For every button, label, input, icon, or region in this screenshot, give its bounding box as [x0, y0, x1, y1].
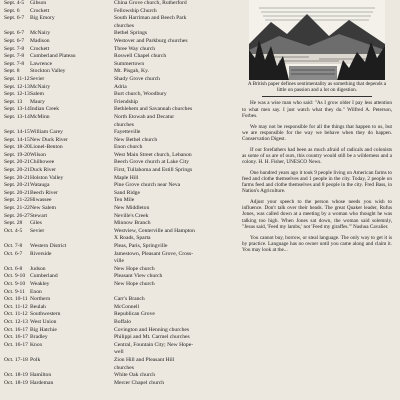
schedule-row [4, 46, 228, 54]
schedule-association: McMinn [30, 113, 50, 120]
schedule-date [4, 349, 30, 357]
schedule-date: Sept. 20-21 [4, 159, 30, 166]
schedule-association: Sevier [30, 75, 45, 82]
schedule-association: Western District [30, 243, 67, 249]
schedule-date [4, 122, 30, 130]
quotes-column [238, 100, 396, 253]
schedule-date: Sept. 21-22 [4, 197, 30, 204]
schedule-date: Sept. 19-20 [4, 151, 30, 158]
schedule-row [4, 99, 228, 107]
quote-paragraph: He was a wise man who said: "As I grow older I pay less attention to what men say. I just watch what they do." Wilfred A. Peterson, Forbes. [242, 100, 392, 119]
schedule-row [4, 266, 228, 274]
schedule-row [4, 0, 228, 8]
illustration-caption: A British paper defines sentimentality as something that depends a little on passion and a lot on digestion. [247, 81, 387, 94]
schedule-location: Burt church, Woodbury [114, 91, 167, 98]
schedule-row [4, 144, 228, 152]
schedule-association: Maury [30, 98, 45, 105]
schedule-date: Sept. 11-12 [4, 75, 30, 82]
schedule-row [4, 84, 228, 92]
schedule-date: Sept. 7-8 [4, 60, 25, 67]
schedule-association: Weakley [30, 280, 50, 287]
quote-paragraph: Adjust your speech to the person whose needs you wish to influence. Don't talk over their heads. The great Quaker leader, Rufus Jones, was called down at a meeting by a woman who thought he was talking too high. When Jones sat down, the woman said solemnly, "Jesus said, 'Feed my lambs,' not 'Feed my giraffes.'" Nashua Cavalier. [242, 199, 392, 230]
schedule-date: Sept. 6 [4, 7, 20, 14]
schedule-date: Sept. 7-8 [4, 45, 25, 52]
schedule-row [4, 205, 228, 213]
schedule-association: Hamilton [30, 372, 52, 379]
schedule-row [4, 258, 228, 266]
schedule-date: Oct. 9-11 [4, 288, 25, 295]
schedule-date: Sept. 28 [4, 220, 23, 227]
schedule-date: Sept. 7-8 [4, 53, 25, 60]
landscape-illustration [249, 0, 385, 80]
schedule-association: Crockett [30, 7, 50, 14]
schedule-row [4, 68, 228, 76]
schedule-row [4, 197, 228, 205]
schedule-date: Oct. 10-11 [4, 296, 28, 303]
schedule-location: Westover and Parkburg churches [114, 37, 188, 44]
schedule-row [4, 167, 228, 175]
schedule-location [114, 289, 228, 297]
schedule-location: well [114, 349, 124, 356]
schedule-location: Covington and Henning churches [114, 326, 190, 333]
schedule-location: Neville's Creek [114, 212, 149, 219]
divider [262, 96, 372, 97]
schedule-association [30, 235, 114, 243]
schedule-association: Crockett [30, 45, 50, 52]
schedule-location: Pleasant View church [114, 273, 163, 280]
schedule-row [4, 23, 228, 31]
schedule-association: New Duck River [30, 136, 68, 143]
schedule-row [4, 122, 228, 130]
schedule-date [4, 235, 30, 243]
schedule-date: Oct. 16-17 [4, 341, 28, 348]
schedule-row [4, 281, 228, 289]
schedule-date: Oct. 6-7 [4, 250, 23, 257]
schedule-row [4, 175, 228, 183]
schedule-date: Sept. 13-14 [4, 113, 30, 120]
schedule-association: Hardeman [30, 379, 54, 386]
schedule-location: New Hope church [114, 265, 155, 272]
schedule-location: China Grove church, Rutherford [114, 0, 187, 6]
schedule-row [4, 76, 228, 84]
schedule-location: New Bethel church [114, 136, 158, 143]
schedule-row [4, 220, 228, 228]
schedule-association: Stewart [30, 212, 48, 219]
schedule-association: Northern [30, 296, 51, 303]
association-schedule [4, 0, 228, 400]
schedule-row [4, 273, 228, 281]
schedule-association: Duck River [30, 167, 56, 174]
schedule-association: Knox [30, 341, 43, 348]
schedule-association: McNairy [30, 30, 51, 37]
schedule-location: Enon church [114, 144, 143, 151]
schedule-date: Oct. 9-10 [4, 280, 26, 287]
schedule-location: McConnell [114, 303, 140, 310]
schedule-association: Watauga [30, 182, 50, 189]
schedule-location: Zion Hill and Pleasant Hill [114, 356, 175, 363]
schedule-location: South Harriman and Beech Park [114, 15, 187, 22]
schedule-association [30, 349, 114, 357]
schedule-location: North Etowah and Decatur [114, 113, 175, 120]
schedule-association: New Salem [30, 205, 56, 212]
schedule-association: Sevier [30, 227, 45, 234]
schedule-location: Sand Ridge [114, 189, 140, 196]
schedule-location: Republican Grove [114, 311, 155, 318]
schedule-date: Oct. 11-12 [4, 303, 28, 310]
schedule-row [4, 61, 228, 69]
schedule-date: Sept. 14-15 [4, 129, 30, 136]
schedule-location: First, Tullahoma and Estill Springs [114, 167, 193, 174]
schedule-location: Pleas, Paris, Springville [114, 243, 168, 249]
schedule-row [4, 106, 228, 114]
schedule-association: Lionel-Benton [30, 144, 63, 151]
schedule-row [4, 365, 228, 373]
schedule-association: Cumberland [30, 273, 58, 280]
schedule-location: Adria [114, 83, 127, 90]
schedule-date: Sept. 13 [4, 98, 23, 105]
schedule-association: West Union [30, 318, 57, 325]
schedule-location: X Roads, Sparta [114, 235, 151, 242]
schedule-date: Sept. 21-22 [4, 205, 30, 212]
schedule-row [4, 190, 228, 198]
schedule-association: Giles [30, 220, 42, 227]
schedule-association: Lawrence [30, 60, 53, 67]
schedule-date: Oct. 16-17 [4, 326, 28, 333]
schedule-location: Minnow Branch [114, 220, 151, 227]
schedule-association: Judson [30, 265, 46, 272]
schedule-association: Big Hatchie [30, 326, 57, 333]
schedule-association: Gibson [30, 0, 47, 6]
schedule-date [4, 258, 30, 266]
schedule-row [4, 342, 228, 350]
sidebar-column [238, 0, 396, 400]
schedule-row [4, 327, 228, 335]
schedule-association: Wilson [30, 151, 46, 158]
schedule-association: Enon [30, 288, 42, 295]
schedule-association: William Carey [30, 129, 63, 136]
schedule-association [30, 365, 114, 373]
schedule-location: ville [114, 258, 124, 265]
schedule-location: Mt. Pisgah, Ky. [114, 68, 149, 75]
schedule-row [4, 380, 228, 388]
schedule-location: churches [114, 22, 134, 29]
schedule-row [4, 15, 228, 23]
schedule-date: Oct. 4-5 [4, 227, 23, 234]
schedule-row [4, 289, 228, 297]
schedule-row [4, 243, 228, 251]
schedule-association: Big Emory [30, 15, 55, 22]
quote-paragraph: We may not be responsible for all the things that happen to us, but we are responsible for the way we behave when they do happen. Conservation Digest. [242, 123, 392, 142]
schedule-row [4, 296, 228, 304]
schedule-date: Oct. 11-12 [4, 311, 28, 318]
schedule-association: Hiwassee [30, 197, 52, 204]
schedule-row [4, 357, 228, 365]
schedule-association: Stockton Valley [30, 68, 66, 75]
schedule-row [4, 372, 228, 380]
schedule-row [4, 334, 228, 342]
schedule-date: Sept. 4-5 [4, 0, 25, 6]
schedule-association [30, 23, 114, 31]
schedule-location: Beech Grove church at Lake City [114, 159, 190, 166]
schedule-association [30, 122, 114, 130]
schedule-location: Three Way church [114, 45, 156, 52]
schedule-location: Pine Grove church near Neva [114, 182, 181, 189]
schedule-location: Bethlehem and Savannah churches [114, 106, 193, 113]
schedule-date: Oct. 9-10 [4, 273, 26, 280]
schedule-location: New Middleton [114, 205, 150, 212]
schedule-location: Westview, Centerville and Hampton [114, 227, 195, 234]
schedule-association: Chilhowee [30, 159, 55, 166]
schedule-location: Friendship [114, 98, 138, 105]
schedule-row [4, 129, 228, 137]
schedule-date: Sept. 20-21 [4, 182, 30, 189]
schedule-date: Sept. 12-13 [4, 83, 30, 90]
schedule-association [30, 258, 114, 266]
schedule-row [4, 159, 228, 167]
schedule-row [4, 91, 228, 99]
schedule-date: Oct. 6-8 [4, 265, 23, 272]
schedule-row [4, 228, 228, 236]
schedule-location: Carr's Branch [114, 296, 145, 303]
schedule-row [4, 8, 228, 16]
schedule-date [4, 365, 30, 373]
schedule-row [4, 53, 228, 61]
schedule-row [4, 319, 228, 327]
quote-paragraph: One hundred years ago it took 9 people living on American farms to feed and clothe themselves and 1 people in the city. Today, 2 people on farms feed and clothe themselves and 8 people in the city. Fred Bass, in Nation's Agriculture. [242, 169, 392, 195]
schedule-location: New Hope church [114, 280, 155, 287]
schedule-location: Boffalo [114, 318, 131, 325]
schedule-location: Mercer Chapel church [114, 379, 165, 386]
schedule-date: Sept. 18-20 [4, 144, 30, 151]
quote-paragraph: You cannot buy, borrow, or steal language. The only way to get it is by practice. Language has no owner until you came along and claim it. You may look at the... [242, 234, 392, 253]
quote-paragraph: If our forefathers had been as much afraid of radicals and colonists as some of us are of ours, this country would still be a wilderness and a colony. H. H. Fisher, UNESCO News. [242, 146, 392, 166]
schedule-row [4, 30, 228, 38]
schedule-date: Sept. 12-13 [4, 91, 30, 98]
schedule-date [4, 23, 30, 31]
schedule-row [4, 38, 228, 46]
schedule-row [4, 137, 228, 145]
schedule-association: Riverside [30, 250, 52, 257]
schedule-association: McNairy [30, 83, 51, 90]
schedule-association: Salem [30, 91, 44, 98]
schedule-association: Indian Creek [30, 106, 60, 113]
schedule-row [4, 182, 228, 190]
schedule-association: Bradley [30, 334, 48, 341]
schedule-association: Polk [30, 356, 41, 363]
schedule-location: Fellowship Church [114, 7, 157, 14]
schedule-row [4, 311, 228, 319]
schedule-date: Sept. 26-27 [4, 212, 30, 219]
schedule-location: churches [114, 364, 134, 371]
schedule-date: Oct. 16-17 [4, 334, 28, 341]
schedule-date: Oct. 18-19 [4, 379, 28, 386]
schedule-date: Sept. 6-7 [4, 15, 25, 22]
schedule-association: Beech River [30, 189, 58, 196]
schedule-association: Southwestern [30, 311, 61, 318]
schedule-location: Shady Grove church [114, 75, 160, 82]
schedule-association: Beulah [30, 303, 46, 310]
schedule-location: Fayetteville [114, 129, 141, 136]
schedule-date: Sept. 20-21 [4, 167, 30, 174]
schedule-association: Holston Valley [30, 174, 64, 181]
schedule-date: Oct. 12-13 [4, 318, 28, 325]
schedule-location: Bethel Springs [114, 30, 148, 37]
schedule-row [4, 349, 228, 357]
schedule-location: churches [114, 121, 134, 128]
schedule-date: Sept. 20-21 [4, 174, 30, 181]
schedule-row [4, 235, 228, 243]
schedule-row [4, 251, 228, 259]
schedule-date: Oct. 17-18 [4, 356, 28, 363]
schedule-date: Sept. 13-14 [4, 106, 30, 113]
schedule-date: Sept. 6-7 [4, 37, 25, 44]
schedule-row [4, 152, 228, 160]
schedule-date: Sept. 20-21 [4, 189, 30, 196]
schedule-row [4, 304, 228, 312]
schedule-location: Maple Hill [114, 174, 139, 181]
schedule-association: Madison [30, 37, 50, 44]
schedule-location: Roswell Chapel church [114, 53, 167, 60]
schedule-location: Jamestown, Pleasant Grove, Cross- [114, 250, 194, 257]
schedule-location: White Oak church [114, 372, 156, 379]
schedule-row [4, 114, 228, 122]
schedule-association: Cumberland Plateau [30, 53, 76, 60]
schedule-date: Sept. 14-15 [4, 136, 30, 143]
schedule-location: Summertown [114, 60, 145, 67]
schedule-date: Sept. 6-7 [4, 30, 25, 37]
schedule-date: Oct. 7-8 [4, 243, 23, 249]
schedule-location: West Main Street church, Lebanon [114, 151, 192, 158]
schedule-location: Ten Mile [114, 197, 135, 204]
schedule-date: Oct. 18-19 [4, 372, 28, 379]
schedule-location: Central, Fountain City; New Hope- [114, 341, 194, 348]
schedule-row [4, 213, 228, 221]
schedule-date: Sept. 8 [4, 68, 20, 75]
schedule-location: Philippi and Mt. Carmel churches [114, 334, 190, 341]
